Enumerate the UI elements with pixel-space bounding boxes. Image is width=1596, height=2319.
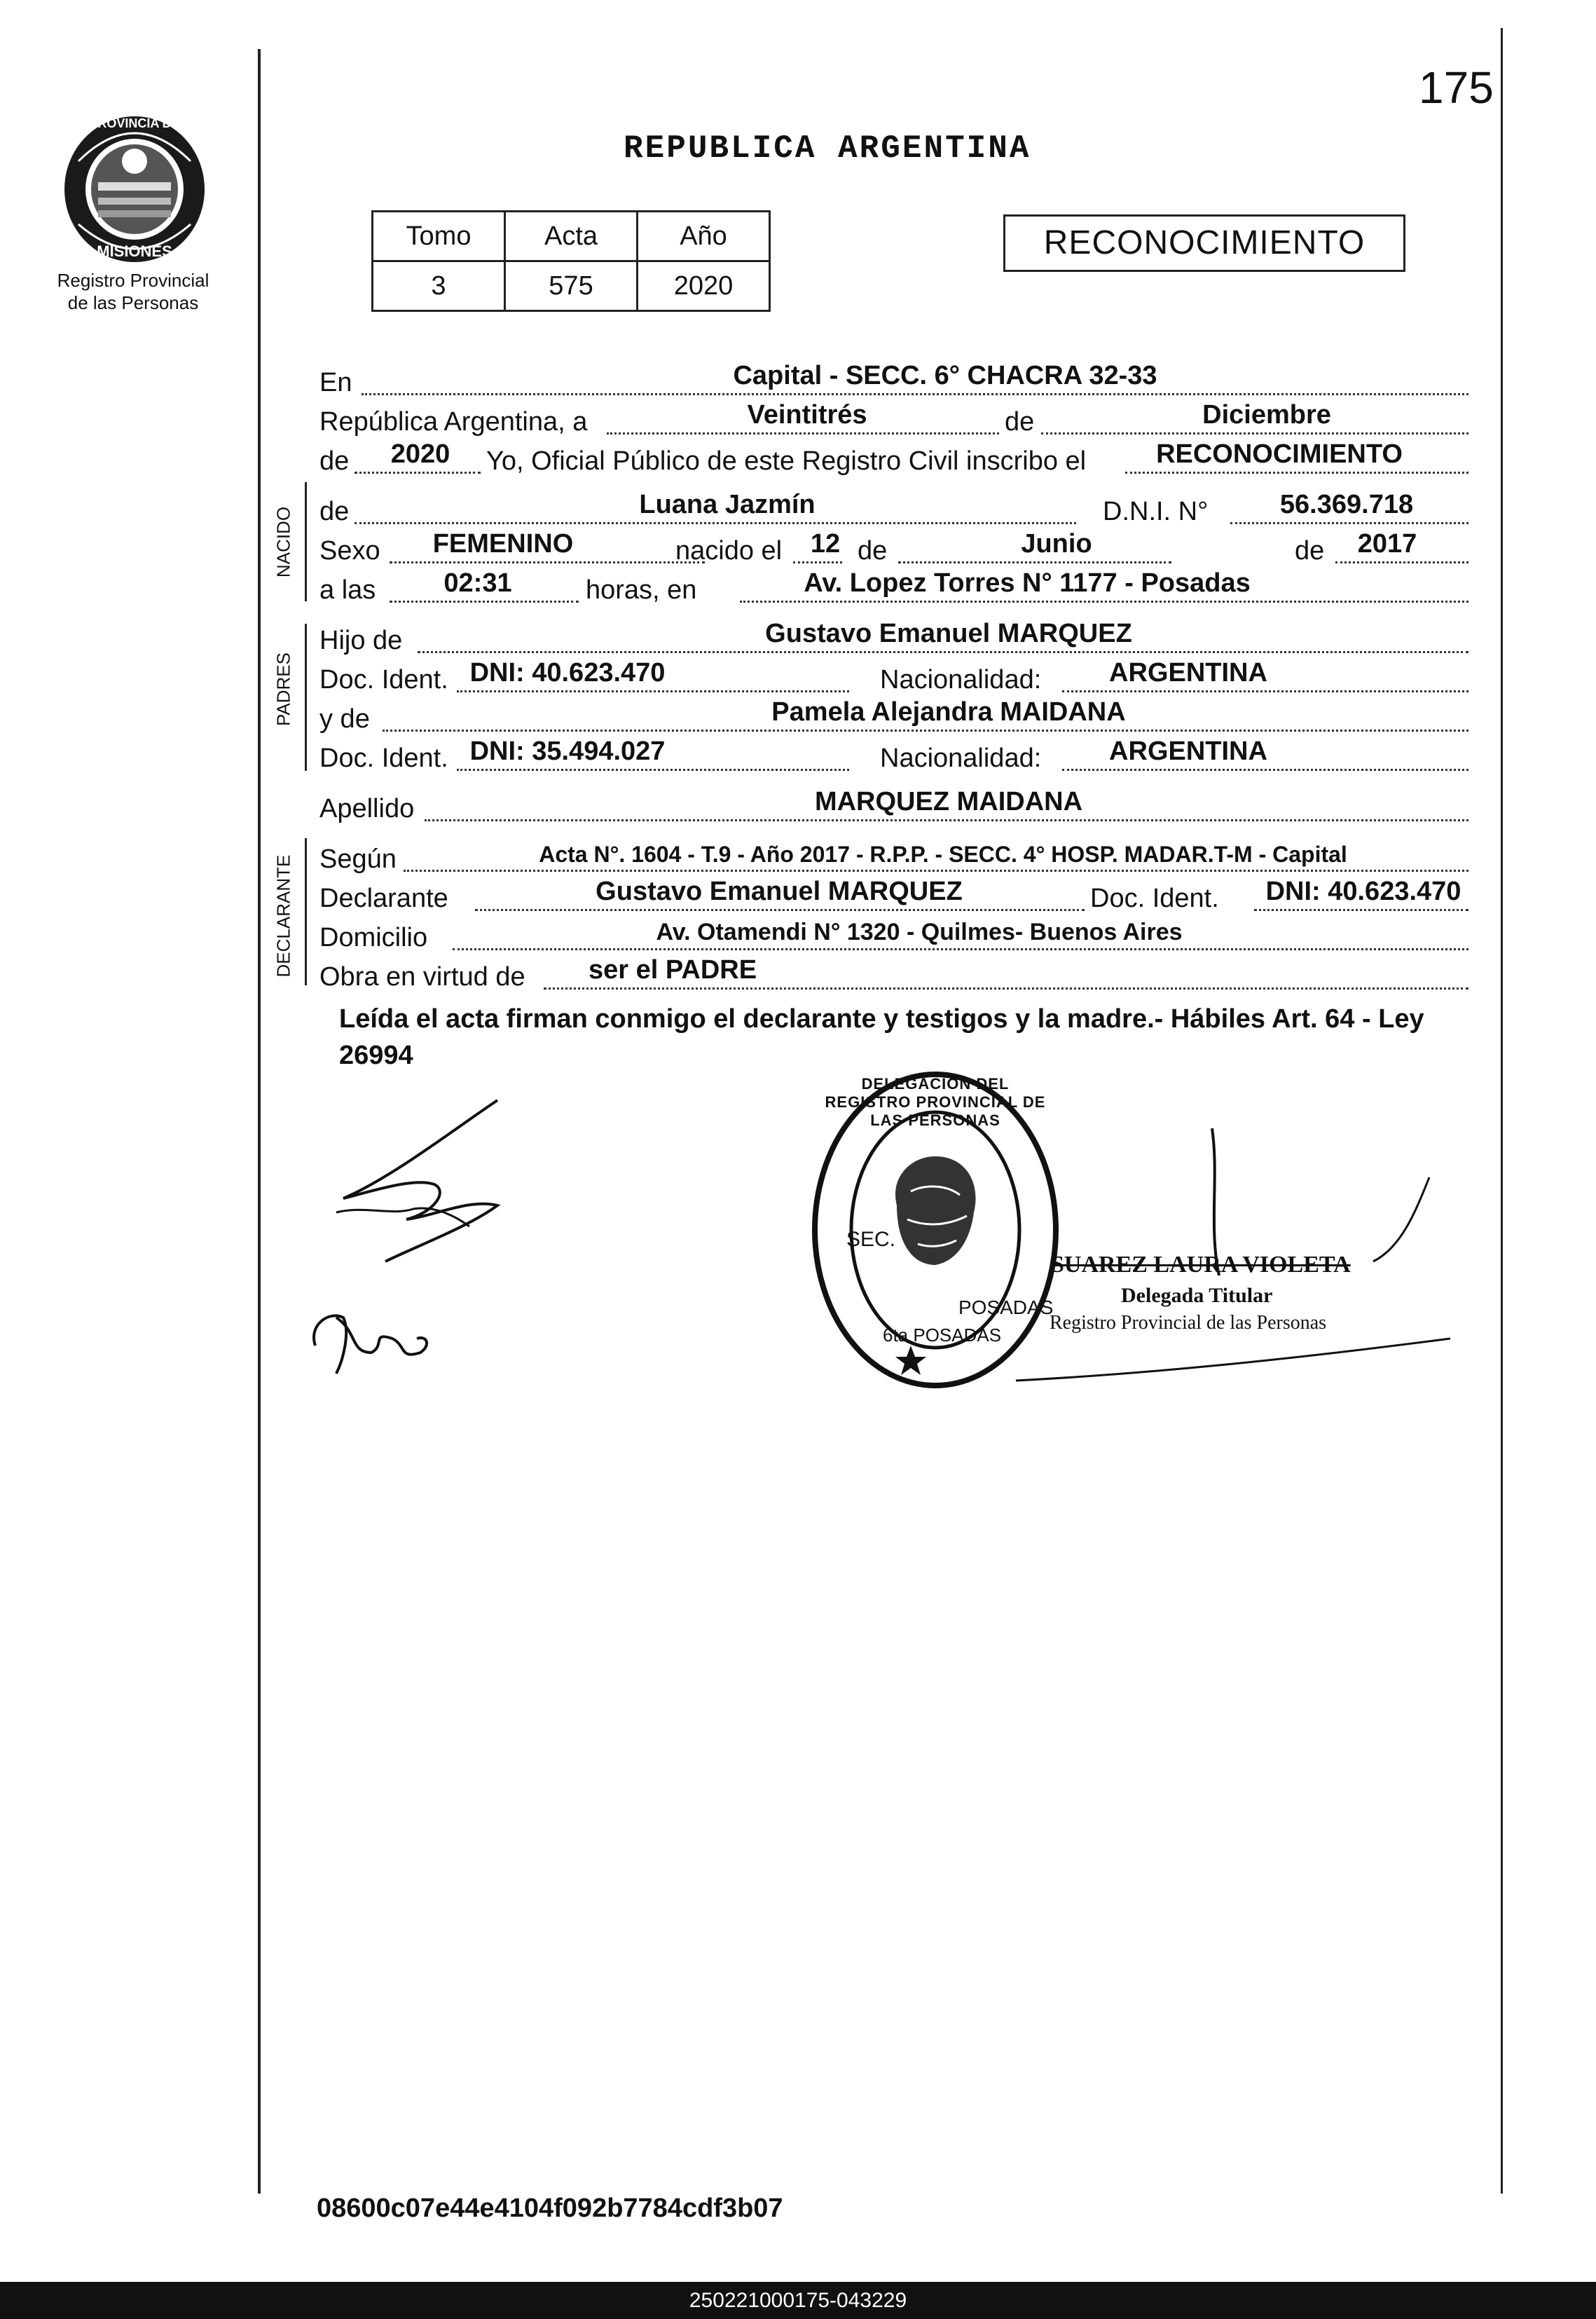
yde-label: y de xyxy=(319,704,370,734)
de-label: de xyxy=(1005,407,1035,437)
de-label: de xyxy=(319,497,350,526)
child-dni-value: 56.369.718 xyxy=(1279,490,1414,519)
bracket-declarante xyxy=(305,838,307,985)
de-label: de xyxy=(319,446,350,476)
left-margin-line xyxy=(258,49,261,2194)
sexo-label: Sexo xyxy=(319,536,380,566)
horas-label: horas, en xyxy=(586,575,697,605)
apellido-value: MARQUEZ MAIDANA xyxy=(814,787,1083,816)
footer-bar xyxy=(0,2282,1596,2319)
declarant-signature xyxy=(329,1093,539,1297)
document-type-box: RECONOCIMIENTO xyxy=(1003,214,1405,272)
closing-text: Leída el acta firman conmigo el declarante y testigos y la madre.- Hábiles Art. 64 - Ley 26994 xyxy=(339,1004,1424,1070)
official-name: SUAREZ LAURA VIOLETA xyxy=(1051,1252,1351,1278)
footer-code: 250221000175-043229 xyxy=(689,2289,907,2312)
obra-label: Obra en virtud de xyxy=(319,962,525,992)
doc-ident-label: Doc. Ident. xyxy=(319,744,448,773)
organization-line-1: Registro Provincial xyxy=(57,270,209,291)
birth-day-value: 12 xyxy=(810,529,841,559)
organization-name xyxy=(42,269,224,314)
en-value: Capital - SECC. 6° CHACRA 32-33 xyxy=(733,361,1157,390)
line-en xyxy=(319,359,1468,401)
nacionalidad-label: Nacionalidad: xyxy=(880,665,1042,695)
inscribe-value: RECONOCIMIENTO xyxy=(1156,439,1403,469)
nacionalidad-label: Nacionalidad: xyxy=(880,744,1042,773)
document-hash: 08600c07e44e4104f092b7784cdf3b07 xyxy=(317,2194,783,2223)
sexo-value: FEMENINO xyxy=(432,529,574,559)
side-label-declarante: DECLARANTE xyxy=(273,854,294,978)
stamp-ring-text: DELEGACION DEL REGISTRO PROVINCIAL DE LAS PERSONAS xyxy=(825,1075,1046,1129)
inscribe-label: Yo, Oficial Público de este Registro Civil inscribo el xyxy=(486,446,1087,476)
obra-value: ser el PADRE xyxy=(589,955,757,985)
page-number: 175 xyxy=(1419,62,1494,113)
line-padre-doc xyxy=(319,656,1468,698)
doc-ident-label: Doc. Ident. xyxy=(319,665,448,695)
mother-name-value: Pamela Alejandra MAIDANA xyxy=(771,697,1126,727)
birth-year-value: 2017 xyxy=(1357,529,1417,559)
header-acta: Acta xyxy=(505,212,638,261)
domicilio-value: Av. Otamendi N° 1320 - Quilmes- Buenos Aires xyxy=(656,919,1183,945)
stamp-inner-bottom: 6ta POSADAS xyxy=(883,1325,1002,1346)
provincia-misiones-emblem xyxy=(57,112,212,266)
line-segun xyxy=(319,835,1468,877)
line-inscribe xyxy=(319,437,1468,479)
line-madre-doc xyxy=(319,734,1468,777)
line-nacido-sexo xyxy=(319,527,1468,569)
de-label: de xyxy=(858,536,888,566)
line-nacido-name xyxy=(319,488,1468,530)
republica-label: República Argentina, a xyxy=(319,407,588,437)
nacido-label: nacido el xyxy=(675,536,783,566)
line-obra xyxy=(319,953,1468,995)
father-doc-value: DNI: 40.623.470 xyxy=(469,658,666,688)
domicilio-label: Domicilio xyxy=(319,923,428,952)
line-madre xyxy=(319,695,1468,737)
mother-doc-value: DNI: 35.494.027 xyxy=(469,737,666,766)
mother-signature xyxy=(301,1304,441,1381)
value-tomo: 3 xyxy=(373,261,505,311)
father-name-value: Gustavo Emanuel MARQUEZ xyxy=(765,619,1132,648)
hijo-label: Hijo de xyxy=(319,626,403,655)
birth-time-value: 02:31 xyxy=(443,568,512,598)
day-value: Veintitrés xyxy=(747,400,867,430)
value-anio: 2020 xyxy=(638,261,770,311)
official-role: Delegada Titular xyxy=(1121,1284,1273,1307)
bracket-padres xyxy=(305,624,307,771)
line-domicilio xyxy=(319,914,1468,956)
year-value: 2020 xyxy=(390,439,450,469)
line-declarante xyxy=(319,875,1468,917)
alas-label: a las xyxy=(319,575,376,605)
line-nacido-hora xyxy=(319,566,1468,608)
reference-table xyxy=(371,210,771,312)
line-republica xyxy=(319,398,1468,440)
declarante-label: Declarante xyxy=(319,884,448,913)
child-name-value: Luana Jazmín xyxy=(639,490,816,519)
header-tomo: Tomo xyxy=(373,212,505,261)
organization-line-2: de las Personas xyxy=(67,292,199,313)
declarante-value: Gustavo Emanuel MARQUEZ xyxy=(596,877,963,906)
stamp-inner-left: SEC. xyxy=(846,1228,896,1251)
segun-value: Acta N°. 1604 - T.9 - Año 2017 - R.P.P. - SECC. 4° HOSP. MADAR.T-M - Capital xyxy=(539,842,1347,867)
segun-label: Según xyxy=(319,844,397,874)
line-padre xyxy=(319,617,1468,659)
bracket-nacido xyxy=(305,482,307,601)
side-label-padres: PADRES xyxy=(273,652,294,726)
line-apellido xyxy=(319,785,1468,827)
right-margin-line xyxy=(1501,28,1503,2194)
header-anio: Año xyxy=(638,212,770,261)
value-acta: 575 xyxy=(505,261,638,311)
dni-label: D.N.I. N° xyxy=(1103,497,1209,526)
apellido-label: Apellido xyxy=(319,794,415,823)
de-label: de xyxy=(1295,536,1325,566)
stamp-inner-right: POSADAS xyxy=(958,1297,1054,1318)
official-org: Registro Provincial de las Personas xyxy=(1050,1312,1327,1334)
declarante-doc-value: DNI: 40.623.470 xyxy=(1265,877,1461,906)
birth-month-value: Junio xyxy=(1021,529,1092,559)
emblem-text-top: PROVINCIA DE xyxy=(89,116,180,130)
doc-ident-label: Doc. Ident. xyxy=(1090,884,1219,913)
mother-nac-value: ARGENTINA xyxy=(1109,737,1267,766)
page-title: REPUBLICA ARGENTINA xyxy=(624,130,1031,167)
birth-place-value: Av. Lopez Torres N° 1177 - Posadas xyxy=(804,568,1251,598)
father-nac-value: ARGENTINA xyxy=(1109,658,1267,688)
month-value: Diciembre xyxy=(1202,400,1331,430)
emblem-text-bottom: MISIONES xyxy=(97,242,172,260)
en-label: En xyxy=(319,368,352,397)
side-label-nacido: NACIDO xyxy=(273,506,294,578)
